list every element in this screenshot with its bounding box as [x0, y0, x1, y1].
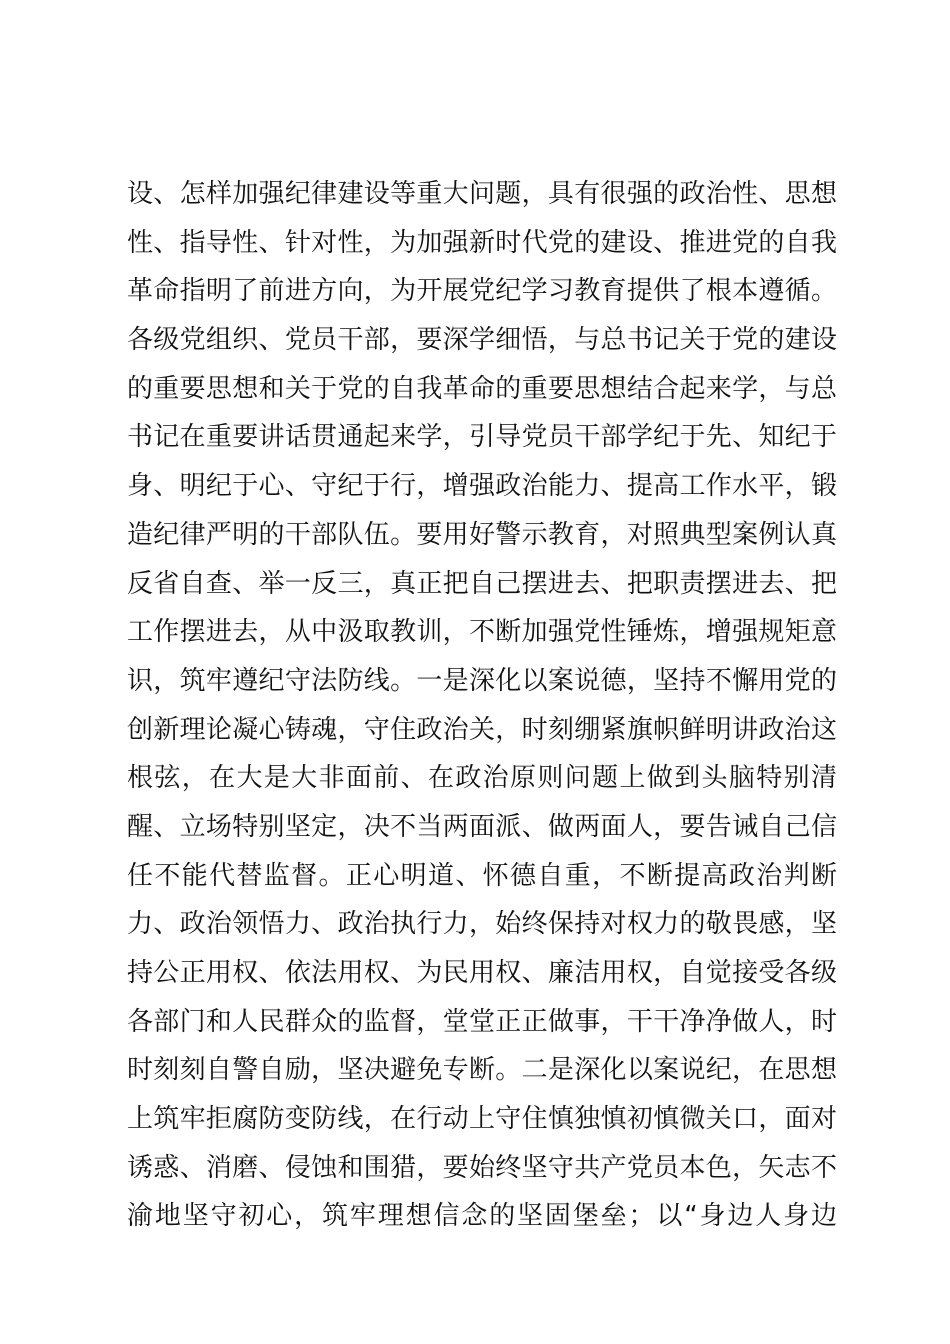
body-text [127, 170, 837, 1241]
text-line: 革命指明了前进方向，为开展党纪学习教育提供了根本遵循。 [127, 276, 837, 307]
text-line: 诱惑、消磨、侵蚀和围猎，要始终坚守共产党员本色，矢志不 [127, 1152, 837, 1183]
text-line: 上筑牢拒腐防变防线，在行动上守住慎独慎初慎微关口，面对 [127, 1104, 837, 1135]
text-line: 各部门和人民群众的监督，堂堂正正做事，干干净净做人，时 [127, 1006, 837, 1037]
text-line: 的重要思想和关于党的自我革命的重要思想结合起来学，与总 [127, 373, 837, 404]
text-line: 造纪律严明的干部队伍。要用好警示教育，对照典型案例认真 [127, 519, 837, 550]
text-line: 性、指导性、针对性，为加强新时代党的建设、推进党的自我 [127, 227, 837, 258]
text-line: 时刻刻自警自励，坚决避免专断。二是深化以案说纪，在思想 [127, 1055, 837, 1086]
text-line: 根弦，在大是大非面前、在政治原则问题上做到头脑特别清 [127, 763, 837, 794]
text-line: 各级党组织、党员干部，要深学细悟，与总书记关于党的建设 [127, 325, 837, 356]
text-line: 力、政治领悟力、政治执行力，始终保持对权力的敬畏感，坚 [127, 909, 837, 940]
text-line: 工作摆进去，从中汲取教训，不断加强党性锤炼，增强规矩意 [127, 617, 837, 648]
text-line: 任不能代替监督。正心明道、怀德自重，不断提高政治判断 [127, 860, 837, 891]
text-line: 渝地坚守初心，筑牢理想信念的坚固堡垒；以“身边人身边 [127, 1201, 837, 1232]
text-line: 醒、立场特别坚定，决不当两面派、做两面人，要告诫自己信 [127, 811, 837, 842]
text-line: 反省自查、举一反三，真正把自己摆进去、把职责摆进去、把 [127, 568, 837, 599]
text-line: 持公正用权、依法用权、为民用权、廉洁用权，自觉接受各级 [127, 958, 837, 988]
text-line: 身、明纪于心、守纪于行，增强政治能力、提高工作水平，锻 [127, 471, 837, 502]
text-line: 设、怎样加强纪律建设等重大问题，具有很强的政治性、思想 [127, 179, 837, 209]
text-line: 创新理论凝心铸魂，守住政治关，时刻绷紧旗帜鲜明讲政治这 [127, 714, 837, 745]
text-line: 识，筑牢遵纪守法防线。一是深化以案说德，坚持不懈用党的 [127, 665, 837, 696]
text-line: 书记在重要讲话贯通起来学，引导党员干部学纪于先、知纪于 [127, 422, 837, 453]
